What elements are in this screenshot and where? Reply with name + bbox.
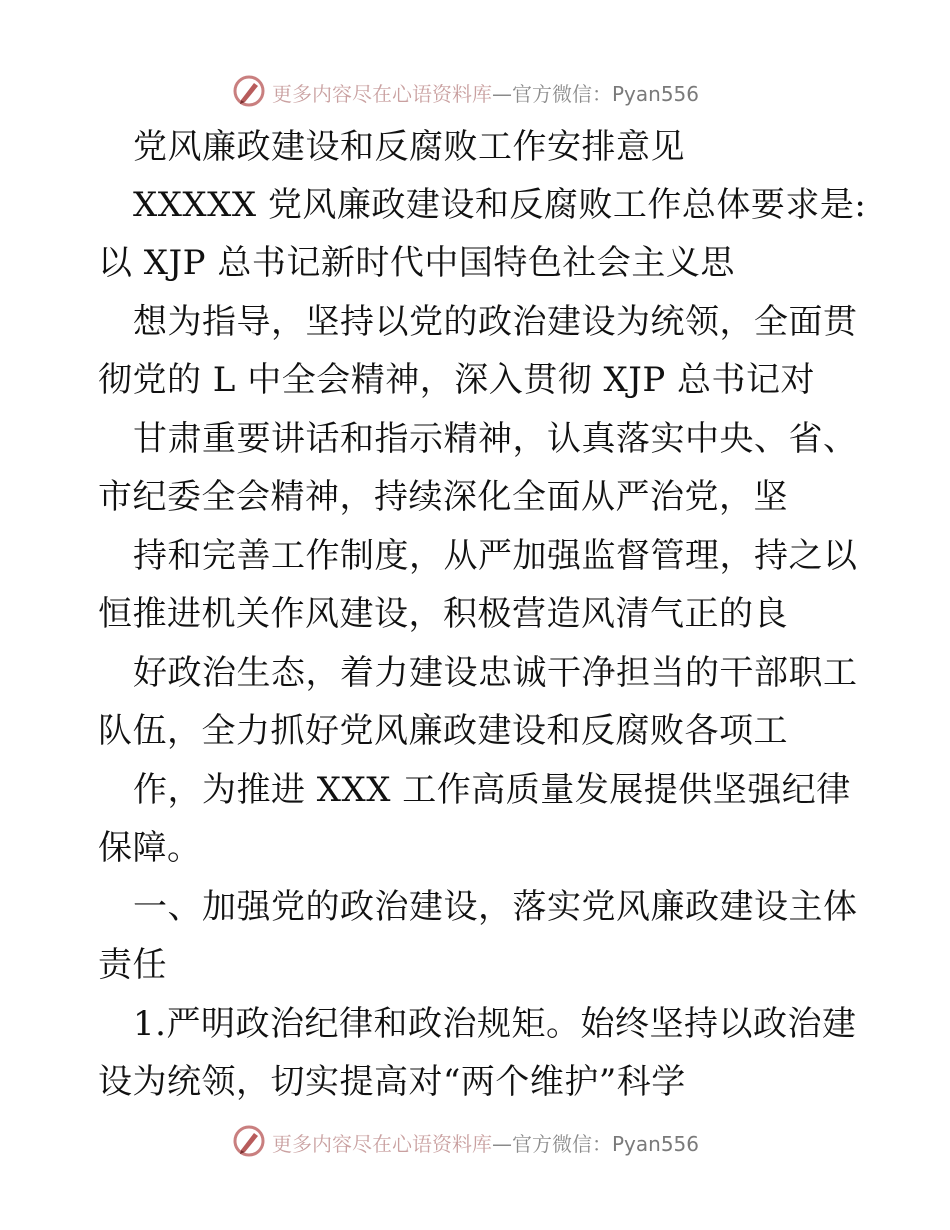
text-line: 想为指导，坚持以党的政治建设为统领，全面贯 [133,302,858,342]
text-line: 好政治生态，着力建设忠诚干净担当的干部职工 [133,653,858,693]
text-line: 保障。 [98,828,202,868]
watermark-banner-bottom [0,1120,950,1160]
pen-logo-icon [232,74,266,108]
watermark-text: 更多内容尽在心语资料库—官方微信：Pyan556 [272,82,700,106]
text-line: XXXXX 党风廉政建设和反腐败工作总体要求是: [133,185,867,225]
watermark-text: 更多内容尽在心语资料库—官方微信：Pyan556 [272,1132,700,1156]
text-line: 1.严明政治纪律和政治规矩。始终坚持以政治建 [133,1004,857,1044]
pen-logo-icon [232,1124,266,1158]
text-line: 甘肃重要讲话和指示精神，认真落实中央、省、 [133,419,858,459]
text-line: 队伍，全力抓好党风廉政建设和反腐败各项工 [98,711,788,751]
text-line: 恒推进机关作风建设，积极营造风清气正的良 [98,594,788,634]
text-line: 市纪委全会精神，持续深化全面从严治党，坚 [98,477,788,517]
text-line: 彻党的 L 中全会精神，深入贯彻 XJP 总书记对 [98,360,816,400]
text-line: 持和完善工作制度，从严加强监督管理，持之以 [133,536,858,576]
document-title: 党风廉政建设和反腐败工作安排意见 [133,127,685,167]
section-heading: 一、加强党的政治建设，落实党风廉政建设主体 [133,887,858,927]
text-line: 设为统领，切实提高对“两个维护”科学 [98,1062,686,1102]
watermark-banner-top [0,70,950,110]
section-heading-cont: 责任 [98,945,167,985]
text-line: 以 XJP 总书记新时代中国特色社会主义思 [98,243,735,283]
text-line: 作，为推进 XXX 工作高质量发展提供坚强纪律 [133,770,851,810]
